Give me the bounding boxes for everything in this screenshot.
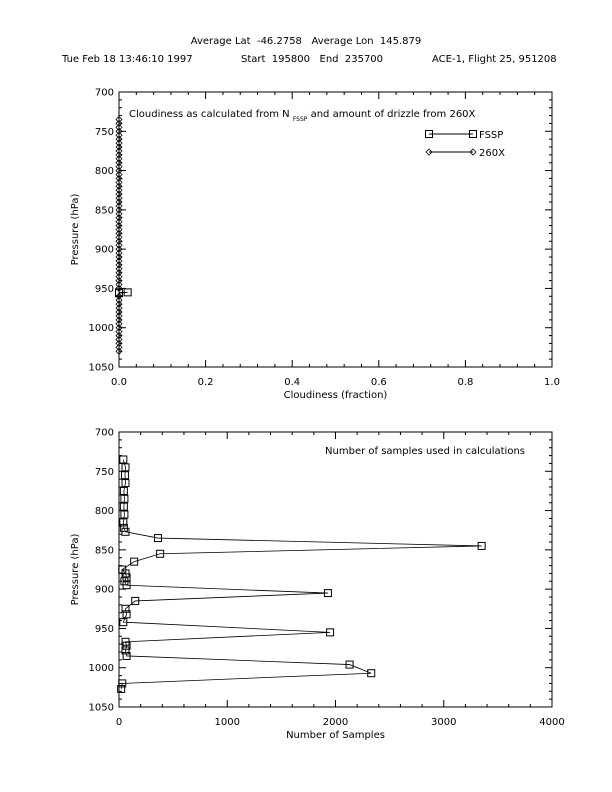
panel1-y-tick-label: 700 bbox=[94, 87, 114, 99]
panel1-y-tick-label: 950 bbox=[94, 283, 114, 295]
panel1-y-tick-label: 850 bbox=[94, 205, 114, 217]
panel1-x-tick-label: 0.4 bbox=[284, 377, 301, 388]
panel1-y-tick-label: 1050 bbox=[88, 362, 114, 374]
panel2-y-tick-label: 800 bbox=[94, 506, 114, 518]
panel1-y-tick-label: 750 bbox=[94, 126, 114, 138]
panel2-y-tick-label: 700 bbox=[94, 427, 114, 439]
header-flight: ACE-1, Flight 25, 951208 bbox=[432, 54, 557, 65]
panel1-x-tick-label: 1.0 bbox=[544, 377, 560, 388]
panel1-x-tick-label: 0.2 bbox=[197, 377, 214, 388]
panel1-series-line-fssp bbox=[119, 292, 128, 293]
panel2-x-tick-label: 4000 bbox=[539, 717, 565, 728]
panel1-x-axis-label: Cloudiness (fraction) bbox=[283, 390, 388, 401]
panel1-y-tick-label: 900 bbox=[94, 244, 114, 256]
panel2-series-line-samples bbox=[121, 460, 481, 689]
panel1-y-axis-label: Pressure (hPa) bbox=[70, 193, 81, 266]
panel2-y-tick-label: 750 bbox=[94, 466, 114, 478]
panel1-legend-label-260x: 260X bbox=[479, 148, 505, 159]
panel2-x-tick-label: 1000 bbox=[214, 717, 240, 728]
panel2-y-tick-label: 900 bbox=[94, 584, 114, 596]
panel2-chart-title: Number of samples used in calculations bbox=[325, 446, 525, 457]
header-date: Tue Feb 18 13:46:10 1997 bbox=[62, 54, 193, 65]
panel1-y-tick-label: 1000 bbox=[88, 323, 114, 335]
panel2-x-axis-label: Number of Samples bbox=[286, 730, 385, 741]
panel1-x-tick-label: 0.0 bbox=[111, 377, 127, 388]
panel2-x-tick-label: 2000 bbox=[322, 717, 349, 728]
panel2-plot-frame bbox=[119, 432, 552, 707]
header-start-end: Start 195800 End 235700 bbox=[241, 54, 384, 65]
panel1-x-tick-label: 0.8 bbox=[457, 377, 474, 388]
panel1-x-tick-label: 0.6 bbox=[370, 377, 387, 388]
panel2-y-tick-label: 1000 bbox=[88, 663, 114, 675]
panel1-chart-title: Cloudiness as calculated from N $_{FSSP}$ and amount of drizzle from 260X bbox=[129, 109, 476, 123]
panel2-y-axis-label: Pressure (hPa) bbox=[70, 533, 81, 606]
panel2-y-tick-label: 950 bbox=[94, 623, 114, 635]
panel2-x-tick-label: 3000 bbox=[431, 717, 457, 728]
panel1-y-tick-label: 800 bbox=[94, 166, 114, 178]
header-coordinates: Average Lat -46.2758 Average Lon 145.879 bbox=[190, 36, 422, 47]
panel2-y-tick-label: 1050 bbox=[88, 702, 114, 714]
panel2-y-tick-label: 850 bbox=[94, 545, 114, 557]
panel2-x-tick-label: 0 bbox=[115, 717, 123, 728]
panel1-legend-label-fssp: FSSP bbox=[479, 130, 504, 141]
